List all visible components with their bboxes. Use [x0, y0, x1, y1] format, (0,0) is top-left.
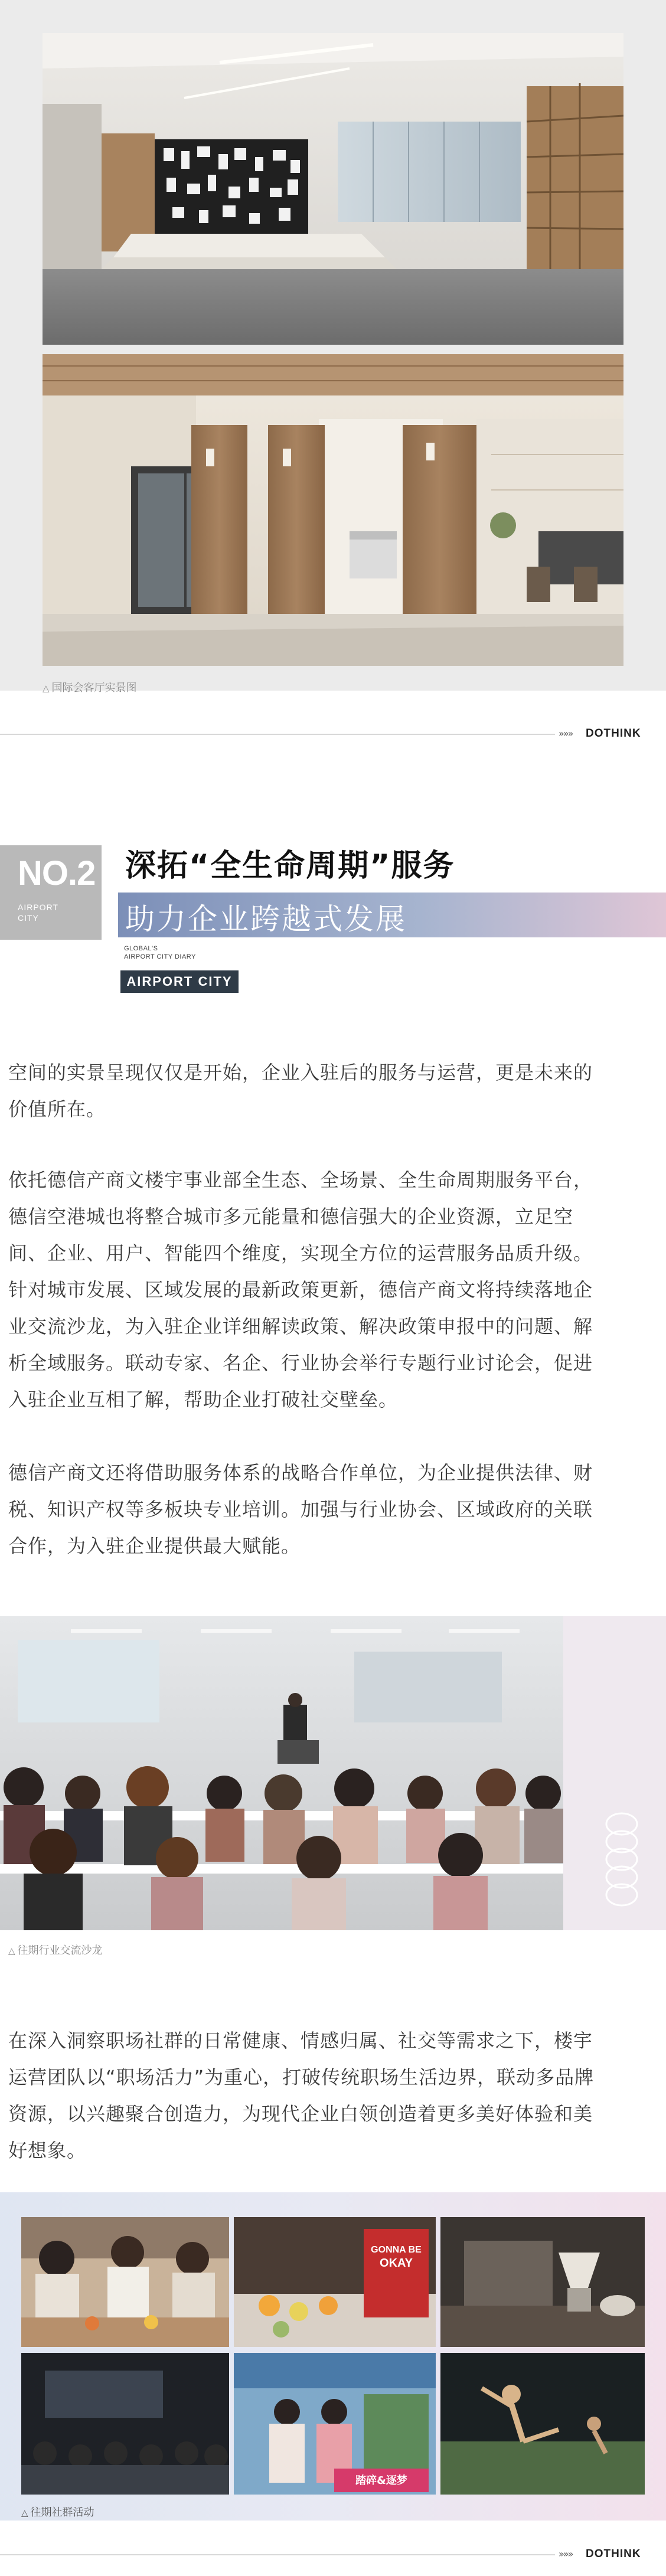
brand-logo-text: DOTHINK [586, 727, 641, 740]
section-number-sub: AIRPORT CITY [18, 903, 58, 923]
lobby-photo-2 [43, 354, 623, 666]
collage-photo-lecture [21, 2353, 229, 2495]
gonna-be-okay-sign: GONNA BE [371, 2245, 422, 2255]
community-caption [21, 2504, 94, 2519]
collage-photo-banner [234, 2353, 436, 2495]
divider-line [0, 2554, 555, 2555]
diary-tag: GLOBAL'S AIRPORT CITY DIARY [124, 945, 196, 960]
salon-caption [8, 1942, 103, 1957]
chevron-right-icon: »»» [559, 2548, 573, 2559]
triangle-icon: △ [8, 1946, 15, 1956]
lobby-caption-text: 国际会客厅实景图 [51, 682, 137, 694]
paragraph-community: 在深入洞察职场社群的日常健康、情感归属、社交等需求之下，楼宇 运营团队以“职场活力”为重心，打破传统职场生活边界，联动多品牌 资源，以兴趣聚合创造力，为现代企业白领创造着更多美好体验和美 好想象。 [8, 2029, 595, 2162]
collage-photo-craft [21, 2217, 229, 2347]
paragraph-platform: 依托德信产商文楼宇事业部全生态、全场景、全生命周期服务平台， 德信空港城也将整合城市多元能量和德信强大的企业资源，立足空 间、企业、用户、智能四个维度，实现全方位的运营服务品质升级。 针对城市发展、区域发展的最新政策更新，德信产商文将持续落地企 业交流沙龙，为入驻企业详细解读政策、解决政策申报中的问题、解 析全域服务。联动专家、名企、行业协会举行专题行业讨论会，促进 入驻企业互相了解，帮助企业打破社交壁垒。 [8, 1169, 593, 1411]
section-number: NO.2 [18, 854, 96, 893]
lobby-caption [43, 679, 137, 695]
triangle-icon: △ [43, 683, 50, 694]
section-subtitle: 助力企业跨越式发展 [125, 902, 407, 936]
collage-photo-yoga [440, 2353, 645, 2495]
lobby-photo-1 [43, 33, 623, 345]
salon-caption-text: 往期行业交流沙龙 [17, 1944, 103, 1957]
collage-photo-coffee [440, 2217, 645, 2347]
okay-sign: OKAY [380, 2257, 413, 2270]
triangle-icon: △ [21, 2508, 28, 2518]
paragraph-intro: 空间的实景呈现仅仅是开始，企业入驻后的服务与运营，更是未来的 价值所在。 [8, 1061, 593, 1120]
chevron-right-icon: »»» [559, 728, 573, 739]
salon-photo-panel [0, 1616, 666, 1930]
divider-line [0, 734, 555, 735]
airport-city-badge: AIRPORT CITY [120, 970, 239, 993]
collage-photo-gonna-be-okay [234, 2217, 436, 2347]
community-caption-text: 往期社群活动 [30, 2506, 94, 2519]
paragraph-training: 德信产商文还将借助服务体系的战略合作单位，为企业提供法律、财 税、知识产权等多板块专业培训。加强与行业协会、区域政府的关联 合作，为入驻企业提供最大赋能。 [8, 1462, 593, 1557]
ring-chain-decoration [601, 1812, 642, 1910]
brand-logo-text: DOTHINK [586, 2548, 641, 2560]
section-title: 深拓“全生命周期”服务 [125, 848, 455, 884]
banner-sign: 踏碎&逐梦 [355, 2474, 407, 2487]
